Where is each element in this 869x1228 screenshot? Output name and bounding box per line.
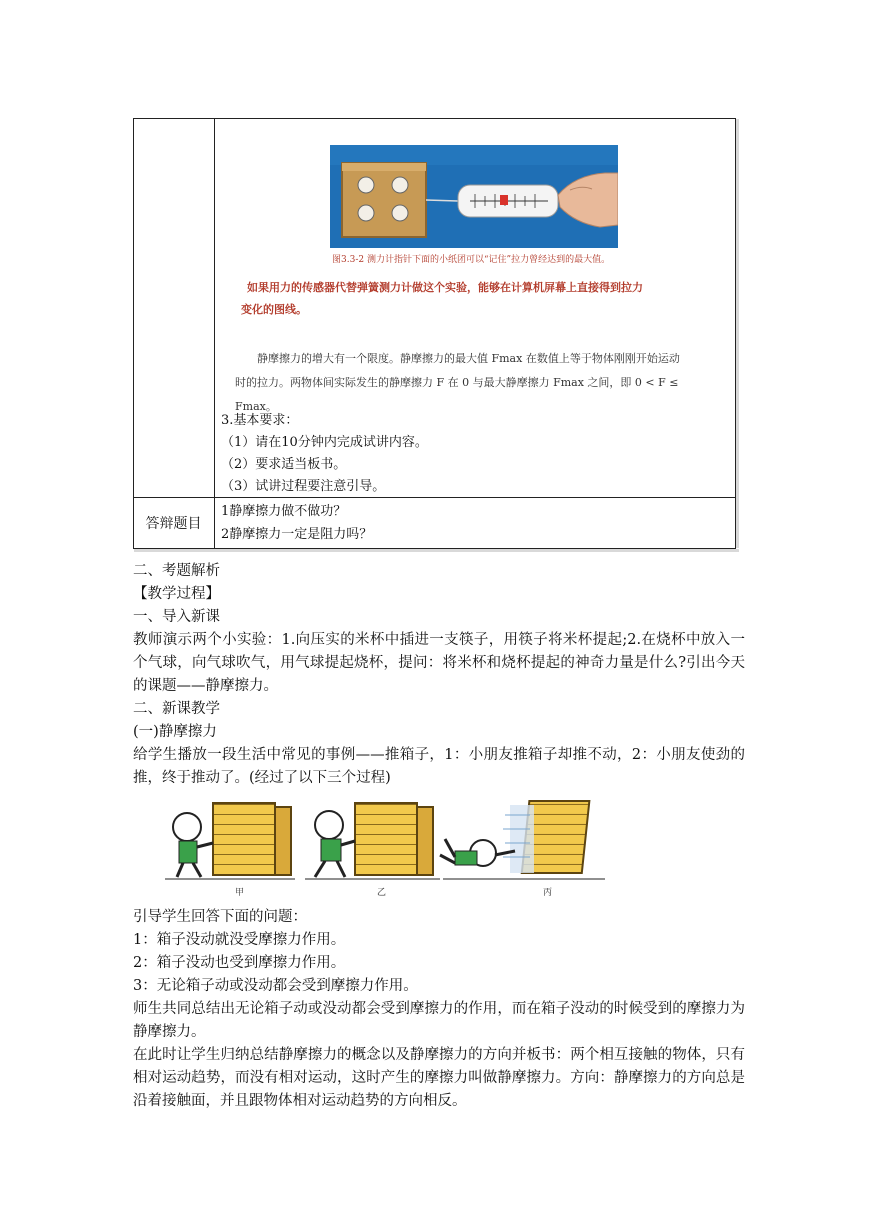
stage-a-label: 甲: [235, 888, 245, 898]
defense-questions: [221, 500, 372, 546]
process-heading: 【教学过程】: [133, 586, 220, 602]
stage-b: [305, 803, 440, 898]
summary-paragraph: 师生共同总结出无论箱子动或没动都会受到摩擦力的作用，而在箱子没动的时候受到的摩擦力为静摩擦力。: [133, 1001, 745, 1040]
max-friction-line-1: 静摩擦力的增大有一个限度。静摩擦力的最大值 Fmax 在数值上等于物体刚刚开始运动: [257, 352, 680, 365]
intro-heading: 一、导入新课: [133, 609, 220, 625]
requirement-item: （1）请在10分钟内完成试讲内容。: [221, 435, 428, 450]
spring-scale-photo: [330, 145, 618, 248]
table-shadow-bottom: [134, 549, 739, 552]
discussion-section: [133, 906, 745, 1113]
answer-item: 1：箱子没动就没受摩擦力作用。: [133, 932, 346, 948]
answer-item: 3：无论箱子动或没动都会受到摩擦力作用。: [133, 978, 418, 994]
table-shadow-right: [736, 119, 739, 548]
table-column-divider: [214, 119, 215, 548]
guide-text: 引导学生回答下面的问题：: [133, 909, 307, 925]
max-friction-note: [235, 347, 715, 419]
requirements-title: 3.基本要求：: [221, 413, 299, 428]
new-lesson-heading: 二、新课教学: [133, 701, 220, 717]
section-heading: 二、考题解析: [133, 563, 220, 579]
question-item: 1静摩擦力做不做功？: [221, 504, 347, 519]
sensor-note: [241, 277, 717, 321]
sensor-note-line-2: 变化的图线。: [241, 303, 307, 316]
stage-b-label: 乙: [377, 888, 387, 898]
question-item: 2静摩擦力一定是阻力吗？: [221, 527, 373, 542]
intro-paragraph: 教师演示两个小实验：1.向压实的米杯中插进一支筷子，用筷子将米杯提起;2.在烧杯中放入一个气球，向气球吹气，用气球提起烧杯，提问：将米杯和烧杯提起的神奇力量是什么?引出今天的课题——静摩擦力。: [133, 632, 745, 694]
figure-caption: 图3.3-2 测力计指针下面的小纸团可以“记住”拉力曾经达到的最大值。: [332, 255, 611, 265]
requirement-item: （2）要求适当板书。: [221, 457, 347, 472]
stage-c-label: 丙: [543, 888, 553, 898]
max-friction-line-2: 时的拉力。两物体间实际发生的静摩擦力 F 在 0 与最大静摩擦力 Fmax 之间，即 0 < F ≤ Fmax。: [235, 376, 679, 413]
pushing-box-illustration: [165, 795, 615, 900]
sensor-note-line-1: 如果用力的传感器代替弹簧测力计做这个实验，能够在计算机屏幕上直接得到拉力: [247, 281, 643, 294]
analysis-section: [133, 560, 745, 790]
concept-paragraph: 在此时让学生归纳总结静摩擦力的概念以及静摩擦力的方向并板书：两个相互接触的物体，只有相对运动趋势，而没有相对运动，这时产生的摩擦力叫做静摩擦力。方向：静摩擦力的方向总是沿着接触面，并且跟物体相对运动趋势的方向相反。: [133, 1047, 745, 1109]
question-label: 答辩题目: [145, 516, 202, 532]
answer-item: 2：箱子没动也受到摩擦力作用。: [133, 955, 346, 971]
pushing-box-paragraph: 给学生播放一段生活中常见的事例——推箱子，1：小朋友推箱子却推不动，2：小朋友使劲的推，终于推动了。(经过了以下三个过程): [133, 747, 745, 786]
static-friction-heading: (一)静摩擦力: [133, 724, 217, 740]
stage-c: [440, 801, 605, 898]
requirement-item: （3）试讲过程要注意引导。: [221, 479, 386, 494]
stage-a: [165, 803, 295, 898]
requirements: [221, 410, 428, 498]
